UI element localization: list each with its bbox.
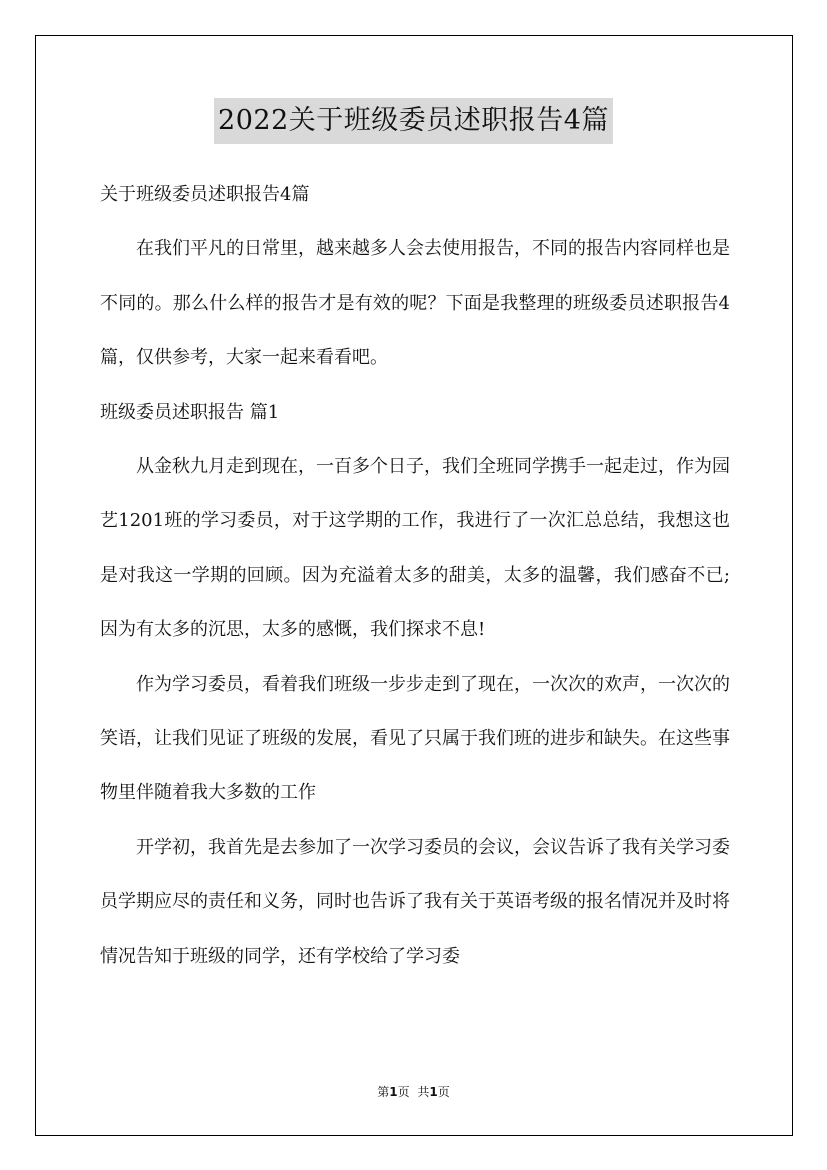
body-paragraph: 作为学习委员，看着我们班级一步步走到了现在，一次次的欢声，一次次的笑语，让我们见证了班级的发展，看见了只属于我们班的进步和缺失。在这些事物里伴随着我大多数的工作 bbox=[100, 673, 730, 804]
page-prefix: 第 bbox=[377, 1085, 390, 1099]
page-number: 1 bbox=[389, 1085, 398, 1099]
total-suffix: 页 bbox=[437, 1085, 450, 1099]
total-pages: 1 bbox=[429, 1085, 438, 1099]
title-container bbox=[0, 98, 827, 144]
body-paragraph: 开学初，我首先是去参加了一次学习委员的会议，会议告诉了我有关学习委员学期应尽的责任和义务，同时也告诉了我有关于英语考级的报名情况并及时将情况告知于班级的同学，还有学校给了学习委 bbox=[100, 836, 730, 967]
document-title: 2022关于班级委员述职报告4篇 bbox=[214, 98, 613, 144]
body-paragraph: 从金秋九月走到现在，一百多个日子，我们全班同学携手一起走过，作为园艺1201班的学习委员，对于这学期的工作，我进行了一次汇总总结，我想这也是对我这一学期的回顾。因为充溢着太多的甜美，太多的温馨，我们感奋不已;因为有太多的沉思，太多的感慨，我们探求不息! bbox=[100, 456, 730, 641]
page-footer bbox=[0, 1083, 827, 1100]
document-body bbox=[100, 168, 730, 984]
total-prefix: 共 bbox=[417, 1085, 430, 1099]
subtitle-paragraph: 关于班级委员述职报告4篇 bbox=[100, 184, 310, 205]
intro-paragraph: 在我们平凡的日常里，越来越多人会去使用报告，不同的报告内容同样也是不同的。那么什么样的报告才是有效的呢？下面是我整理的班级委员述职报告4篇，仅供参考，大家一起来看看吧。 bbox=[100, 238, 730, 369]
page-suffix: 页 bbox=[397, 1085, 410, 1099]
section-heading: 班级委员述职报告 篇1 bbox=[100, 401, 280, 423]
